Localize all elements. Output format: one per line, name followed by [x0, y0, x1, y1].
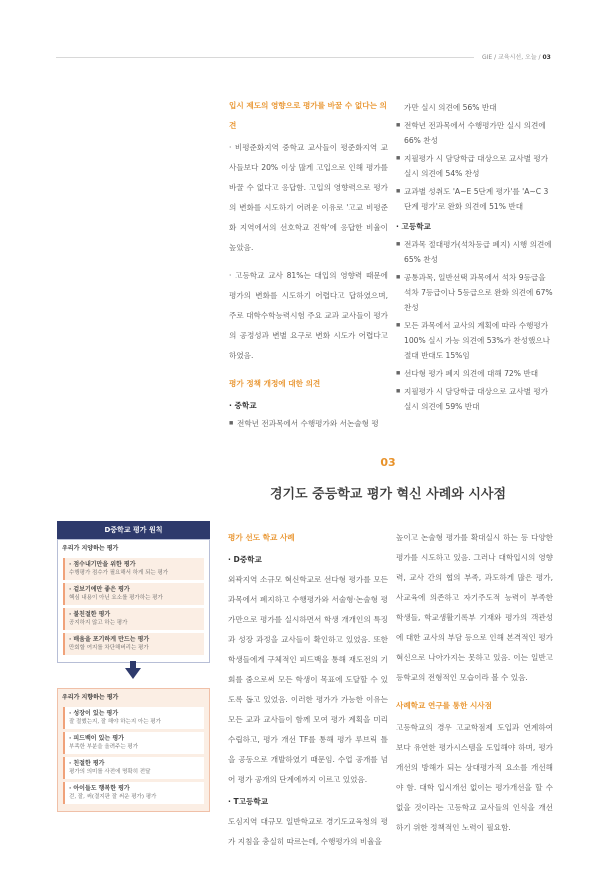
section-heading-policy: 평가 정책 개정에 대한 의견	[229, 379, 321, 388]
header-rule	[56, 57, 474, 58]
paragraph: 높이고 논술형 평가를 확대실시 하는 등 다양한 평가를 시도하고 있음. 그러나 대학입시의 영향력, 교사 간의 협의 부족, 과도하게 많은 평가, 사교육에 의존하고 자기주도적 능력이 부족한 학생들, 학교생활기록부 기재와 평가의 객관성에 대한 교사의 부담 등으로 인해 본격적인 평가 혁신으로 나아가지는 못하고 있음. 이는 일반고등학교의 전형적인 모습이라 볼 수 있음.	[396, 533, 553, 682]
principles-box	[57, 521, 210, 663]
paragraph: 외곽지역 소규모 혁신학교로 선다형 평가를 모든 과목에서 폐지하고 수행평가와 서술형·논술형 평가만으로 평가를 실시하면서 학생 개개인의 특징과 성장 과정을 교사들이 확인하고 있었음. 또한 학생들에게 구체적인 피드백을 통해 재도전의 기회를 줌으로써 모든 학생이 목표에 도달할 수 있도록 돕고 있었음. 이러한 평가가 가능한 이유는 모든 교과 교사들이 함께 모여 평가 계획을 미리 수립하고, 평가 개선 TF를 통해 평가 루브릭 틀을 공동으로 개발하였기 때문임. 수업 공개를 넘어 평가 공개의 단계에까지 이르고 있었음.	[228, 575, 388, 784]
list-item: ■ 공통과목, 일반선택 과목에서 석차 9등급을 석차 7등급이나 5등급으로 완화 의견에 67% 찬성	[396, 270, 553, 315]
pursue-item-desc: 걷, 잘, 써(결지판 잘 써운 평가) 평가	[69, 794, 157, 800]
paragraph: 도심지역 대규모 일반학교로 경기도교육청의 평가 지침을 충실히 따르는데, 수행평가의 비율을	[228, 817, 388, 846]
subheading-high-school: · 고등학교	[396, 222, 431, 231]
list-item: ■ 모든 과목에서 교사의 계획에 따라 수행평가 100% 실시 가능 의견에 53%가 찬성했으나 절대 반대도 15%임	[396, 318, 553, 363]
avoid-item	[63, 608, 204, 630]
bullet-list-high	[396, 237, 553, 414]
subheading-middle-school: · 중학교	[229, 401, 257, 410]
lower-right-column	[396, 528, 553, 846]
avoid-item-title: · 겉보기에만 좋은 평가	[69, 586, 130, 593]
list-item: ■ 전학년 전과목에서 수행평가만 실시 의견에 66% 찬성	[396, 118, 553, 148]
pursue-item-title: · 아이들도 행복한 평가	[69, 785, 130, 792]
list-item: ■ 전학년 전과목에서 수행평가와 서논술형 평	[229, 416, 388, 431]
top-right-column	[396, 100, 553, 417]
pursue-item	[63, 757, 204, 779]
running-header	[482, 52, 551, 61]
pursue-panel	[57, 688, 210, 812]
pursue-item-desc: 부족한 부분을 올려주는 평가	[69, 744, 139, 750]
avoid-item	[63, 583, 204, 605]
pursue-item	[63, 782, 204, 804]
avoid-item	[63, 633, 204, 655]
avoid-item-desc: 공지하지 않고 하는 평가	[69, 620, 128, 626]
section-title: 경기도 중등학교 평가 혁신 사례와 시사점	[269, 487, 507, 502]
subheading-d-middle: · D중학교	[228, 555, 262, 564]
list-item: ■ 지필평가 시 담당학급 대상으로 교사별 평가 실시 의견에 59% 반대	[396, 384, 553, 414]
avoid-item-title: · 불친절한 평가	[69, 611, 111, 618]
pursue-panel-title: 우리가 지향하는 평가	[62, 694, 119, 701]
section-heading-implications: 사례학교 연구를 통한 시사점	[396, 701, 492, 710]
pursue-item-title: · 피드백이 있는 평가	[69, 735, 124, 742]
principles-box-title: D중학교 평가 원칙	[57, 521, 210, 539]
list-item: ■ 전과목 절대평가(석차등급 폐지) 시행 의견에 65% 찬성	[396, 237, 553, 267]
avoid-panel-title: 우리가 지양하는 평가	[62, 545, 119, 552]
down-arrow-icon	[125, 668, 141, 679]
subheading-t-high: · T고등학교	[228, 797, 269, 806]
pursue-item-title: · 친절한 평가	[69, 760, 105, 767]
avoid-item-desc: 만회할 여지를 차단해버리는 평가	[69, 645, 149, 651]
avoid-item-title: · 점수내기만을 위한 평가	[69, 561, 136, 568]
page-number: 03	[542, 54, 551, 61]
running-header-text: GIE / 교육시선, 오늘 /	[482, 54, 541, 61]
list-item: ■ 선다형 평가 폐지 의견에 대해 72% 반대	[396, 366, 553, 381]
avoid-item-desc: 수행평가 점수가 필요해서 하게 되는 평가	[69, 570, 169, 576]
pursue-item-title: · 성장이 있는 평가	[69, 710, 119, 717]
pursue-item	[63, 732, 204, 754]
top-left-column	[229, 96, 388, 434]
avoid-item	[63, 558, 204, 580]
section-heading-entrance: 입시 제도의 영향으로 평가를 바꿀 수 없다는 의견	[229, 101, 387, 130]
list-item: ■ 지필평가 시 담당학급 대상으로 교사별 평가 실시 의견에 54% 찬성	[396, 151, 553, 181]
avoid-item-title: · 배움을 포기하게 만드는 평가	[69, 636, 150, 643]
section-heading-cases: 평가 선도 학교 사례	[228, 533, 295, 542]
lower-middle-column	[228, 528, 388, 860]
section-number: 03	[380, 456, 396, 469]
paragraph: · 고등학교 교사 81%는 대입의 영향력 때문에 평가의 변화를 시도하기 어렵다고 답하였으며, 주로 대학수학능력시험 주요 교과 교사들이 평가의 공정성과 변별 요구로 변화 시도가 어렵다고 하였음.	[229, 271, 388, 360]
pursue-item-desc: 평가의 의미를 사전에 명확히 전달	[69, 769, 151, 775]
paragraph: · 비평준화지역 중학교 교사들이 평준화지역 교사들보다 20% 이상 많게 고입으로 인해 평가를 바꿀 수 없다고 응답함. 고입의 영향력으로 평가의 변화를 시도하기 어려운 이유로 '고교 비평준화 지역에서의 선호학교 진학'에 응답한 비율이 높았음.	[229, 143, 388, 252]
pursue-item	[63, 707, 204, 729]
pursue-item-desc: 잘 절했는지, 잘 해야 하는지 아는 평가	[69, 719, 161, 725]
paragraph: 고등학교의 경우 고교학점제 도입과 연계하여 보다 유연한 평가시스템을 도입해야 하며, 평가 개선의 방해가 되는 상대평가적 요소를 개선해야 함. 대학 입시개선 없이는 평가개선을 할 수 없을 것이라는 고등학교 교사들의 인식을 개선하기 위한 정책적인 노력이 필요함.	[396, 723, 553, 832]
pursue-box	[57, 688, 210, 812]
bullet-list-middle	[396, 118, 553, 214]
list-item: ■ 교과별 성취도 'A~E 5단계 평가'를 'A~C 3단계 평가'로 완화 의견에 51% 반대	[396, 184, 553, 214]
avoid-panel	[57, 539, 210, 663]
avoid-item-desc: 핵심 내용이 아닌 요소를 평가하는 평가	[69, 595, 163, 601]
continued-text: 가만 실시 의견에 56% 반대	[404, 103, 497, 112]
bullet-list	[229, 416, 388, 431]
